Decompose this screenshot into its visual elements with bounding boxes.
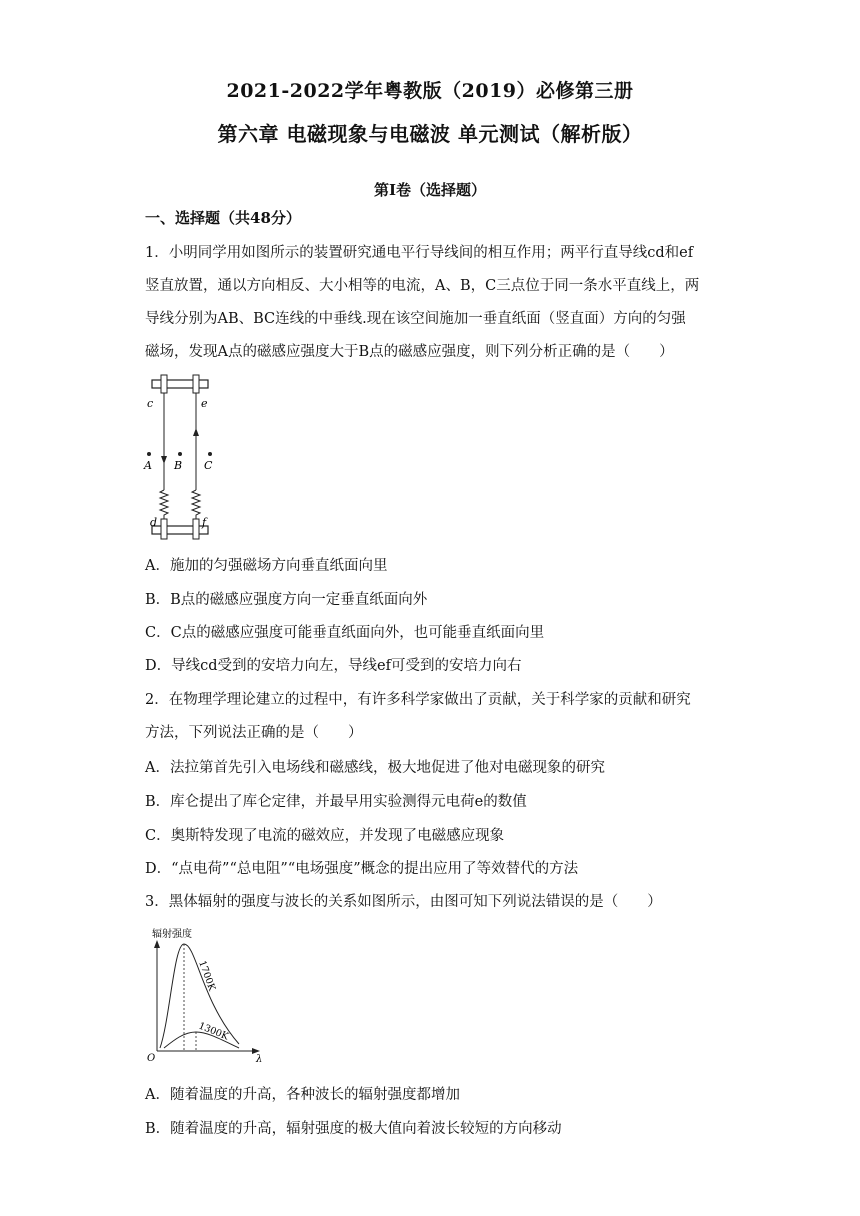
q1-stem-line: 导线分别为AB、BC连线的中垂线.现在该空间施加一垂直纸面（竖直面）方向的匀强 — [145, 311, 686, 327]
q3-option-a: A．随着温度的升高，各种波长的辐射强度都增加 — [145, 1087, 460, 1103]
q2-stem-line: 方法，下列说法正确的是（ ） — [145, 725, 363, 741]
q1-label-d: d — [150, 516, 158, 529]
q1-stem-line: 1．小明同学用如图所示的装置研究通电平行导线间的相互作用；两平行直导线cd和ef — [145, 245, 694, 261]
q2-option-d: D．“点电荷”“总电阻”“电场强度”概念的提出应用了等效替代的方法 — [145, 861, 579, 877]
q1-option-d: D．导线cd受到的安培力向左，导线ef可受到的安培力向右 — [145, 658, 522, 674]
q3-ylabel: 辐射强度 — [152, 929, 192, 940]
document-title-line1: 2021-2022学年粤教版（2019）必修第三册 — [226, 80, 634, 102]
q1-label-e: e — [201, 397, 208, 410]
q1-option-b: B．B点的磁感应强度方向一定垂直纸面向外 — [145, 592, 428, 608]
document-title-line2: 第六章 电磁现象与电磁波 单元测试（解析版） — [217, 122, 643, 146]
q3-option-b: B．随着温度的升高，辐射强度的极大值向着波长较短的方向移动 — [145, 1121, 562, 1137]
q1-label-C: C — [204, 459, 213, 472]
q1-stem-line: 竖直放置，通以方向相反、大小相等的电流，A、B，C三点位于同一条水平直线上，两 — [145, 278, 700, 294]
section-title: 第Ⅰ卷（选择题） — [373, 181, 487, 199]
q2-option-b: B．库仑提出了库仑定律，并最早用实验测得元电荷e的数值 — [145, 794, 527, 810]
part-title: 一、选择题（共48分） — [145, 209, 301, 227]
q1-stem-line: 磁场，发现A点的磁感应强度大于B点的磁感应强度，则下列分析正确的是（ ） — [145, 344, 674, 360]
q1-option-c: C．C点的磁感应强度可能垂直纸面向外，也可能垂直纸面向里 — [145, 625, 545, 641]
q2-stem-line: 2．在物理学理论建立的过程中，有许多科学家做出了贡献，关于科学家的贡献和研究 — [145, 692, 691, 708]
q2-option-a: A．法拉第首先引入电场线和磁感线，极大地促进了他对电磁现象的研究 — [145, 760, 605, 776]
q3-curve-1700k-label: 1700K — [196, 959, 218, 993]
q1-label-B: B — [174, 459, 183, 472]
q3-origin-label: O — [147, 1053, 156, 1064]
q1-label-c: c — [147, 397, 154, 410]
q3-xlabel: λ — [256, 1054, 263, 1064]
q1-label-A: A — [144, 459, 152, 472]
q2-option-c: C．奥斯特发现了电流的磁效应，并发现了电磁感应现象 — [145, 828, 505, 844]
q1-label-f: f — [202, 516, 207, 529]
q1-option-a: A．施加的匀强磁场方向垂直纸面向里 — [145, 558, 388, 574]
q3-figure-blackbody-chart — [144, 924, 268, 1064]
q3-stem-line: 3．黑体辐射的强度与波长的关系如图所示，由图可知下列说法错误的是（ ） — [145, 894, 662, 910]
q3-curve-1300k-label: 1300K — [196, 1020, 231, 1043]
q1-figure-parallel-wires — [140, 374, 220, 544]
